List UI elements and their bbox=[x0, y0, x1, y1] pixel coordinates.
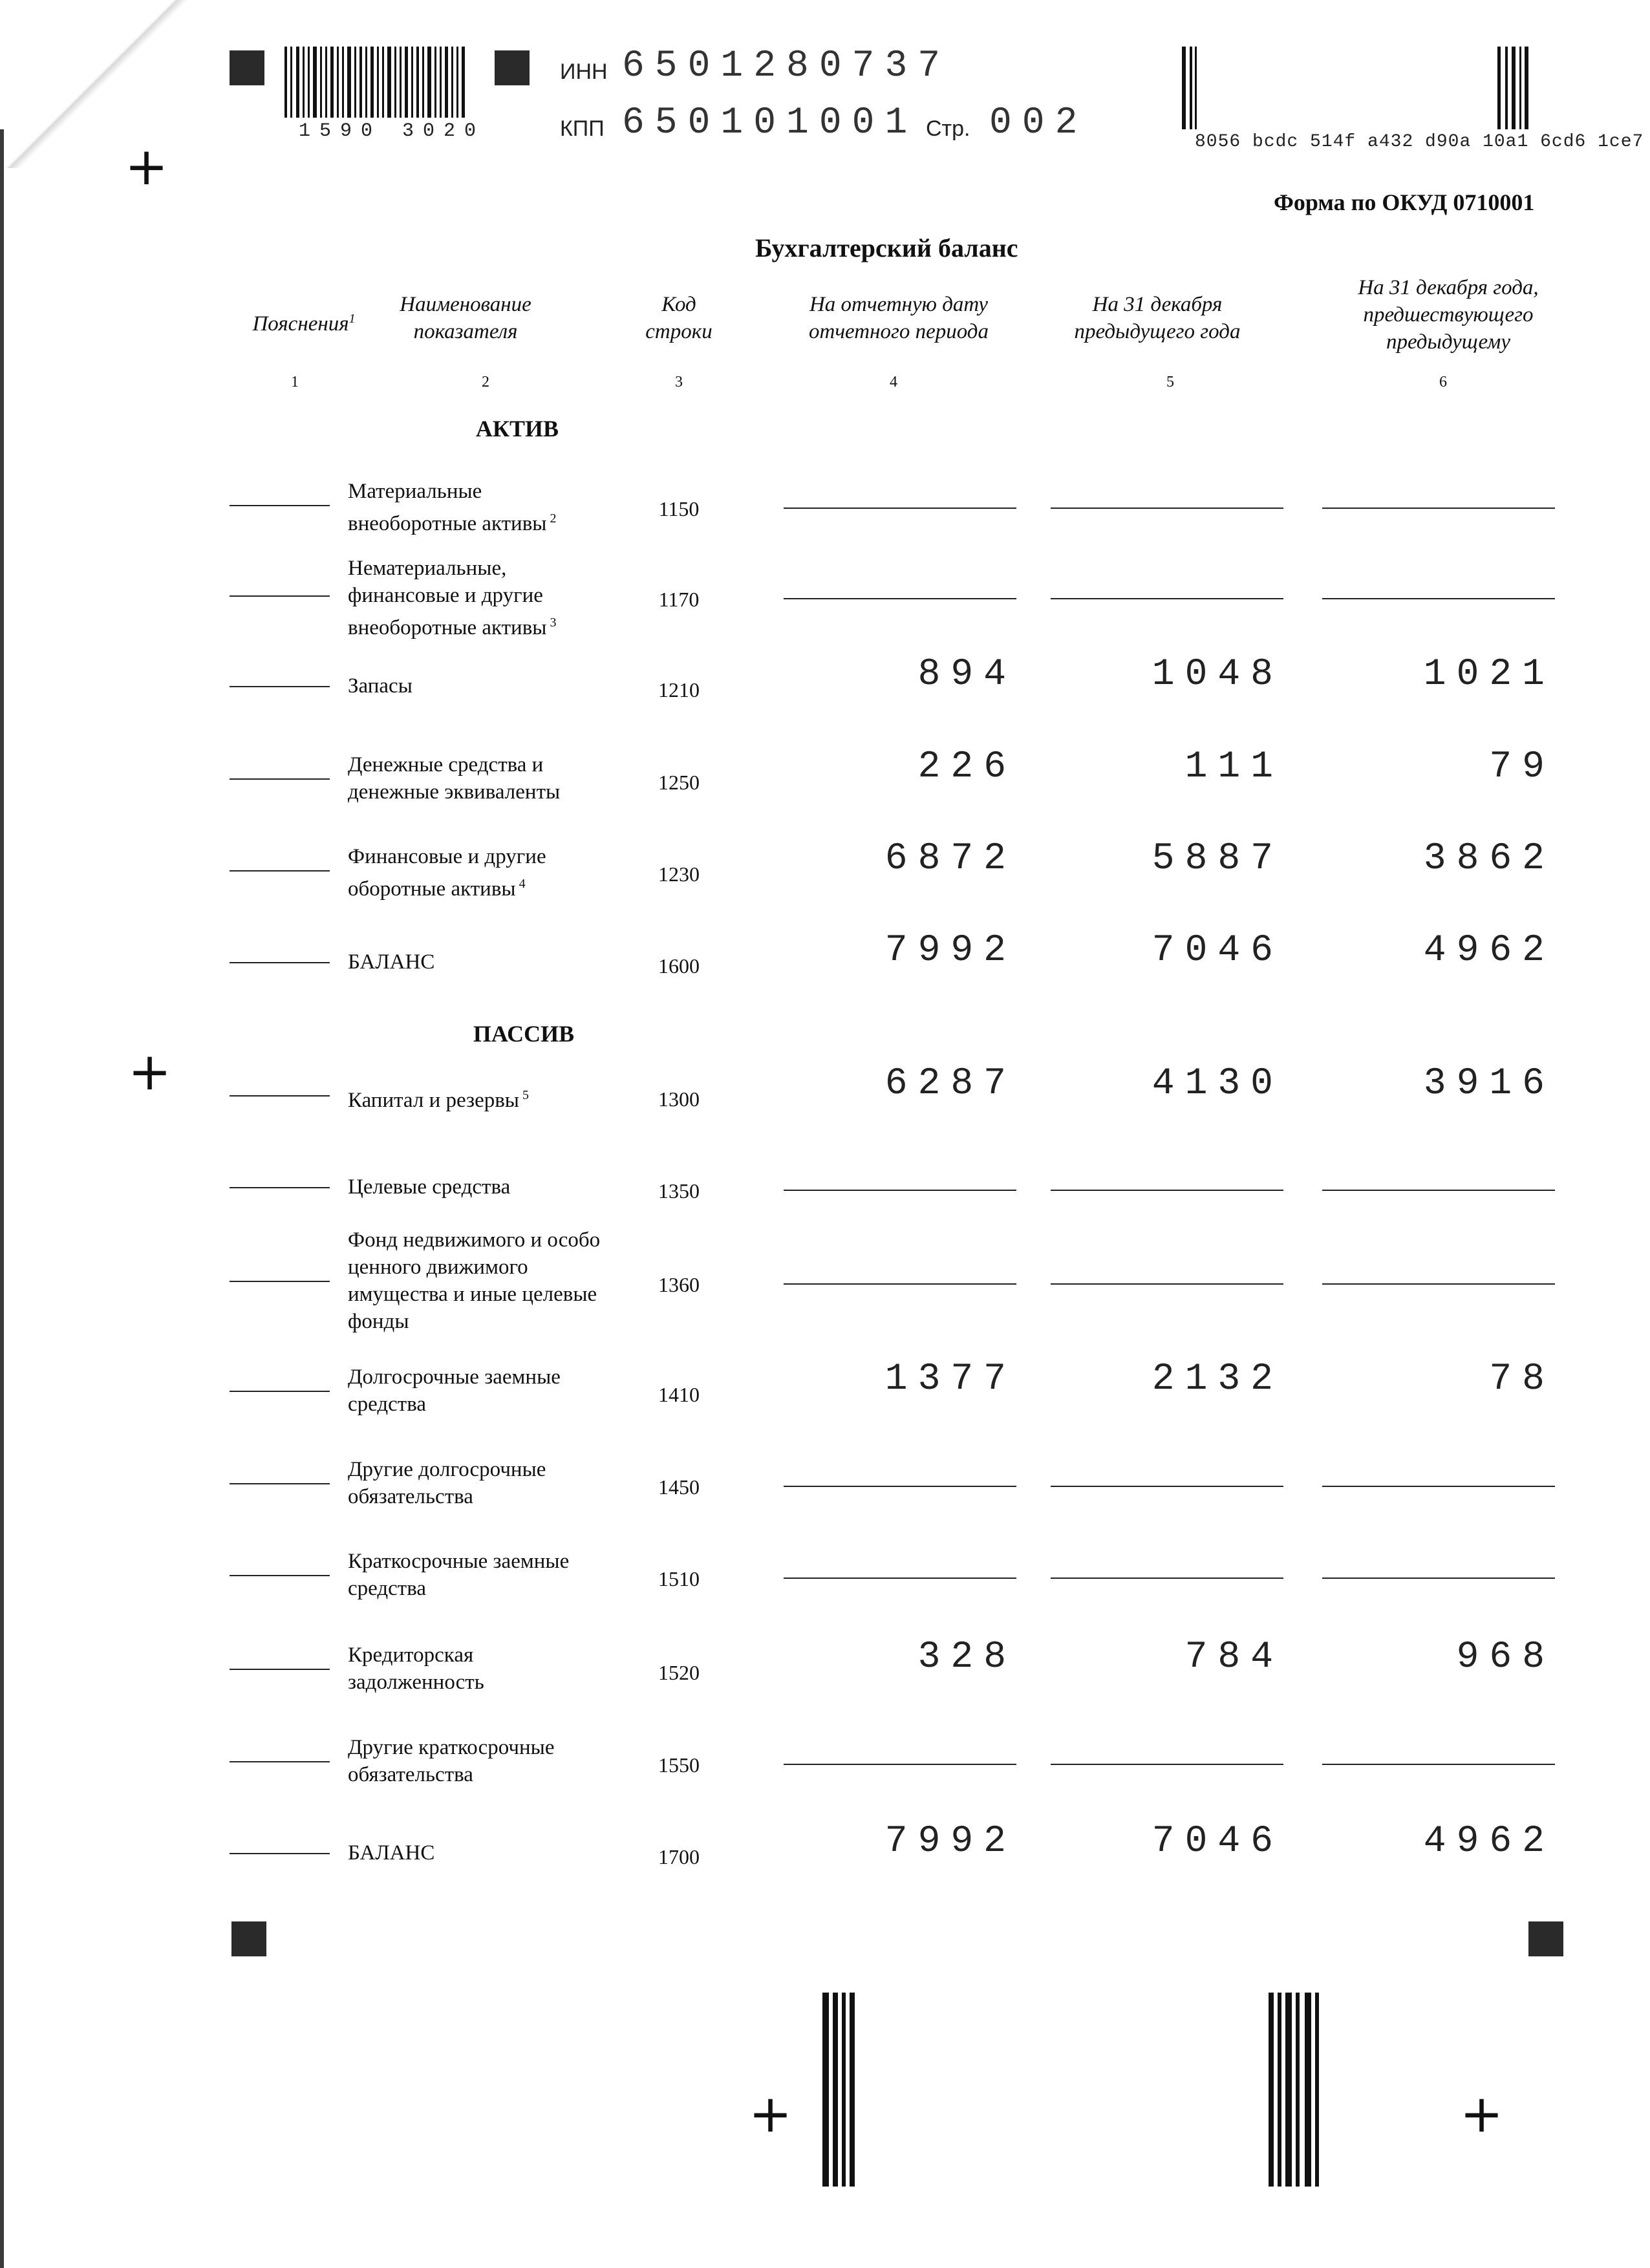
row-label-text: Материальные внеоборотные активы bbox=[348, 480, 547, 535]
empty-value-line bbox=[1322, 1764, 1555, 1765]
code-guard-bar bbox=[1269, 1993, 1274, 2187]
col-number: 4 bbox=[890, 374, 897, 390]
code-guard-bar bbox=[1278, 1993, 1281, 2187]
note-line bbox=[230, 686, 330, 687]
row-label-text: Нематериальные, финансовые и другие внеоборотные активы bbox=[348, 557, 547, 639]
col-header-2: Наименование показателя bbox=[400, 293, 531, 343]
row-label-text: Краткосрочные заемные средства bbox=[348, 1550, 570, 1600]
row-value-v6: 968 bbox=[1456, 1636, 1555, 1678]
col-number: 1 bbox=[291, 374, 299, 390]
section-passiv: ПАССИВ bbox=[473, 1021, 575, 1047]
row-code: 1700 bbox=[658, 1845, 700, 1868]
row-code: 1550 bbox=[658, 1753, 700, 1777]
row-footnote-ref: 4 bbox=[515, 877, 526, 891]
code-guard-bar bbox=[1296, 1993, 1300, 2187]
row-label bbox=[348, 751, 606, 806]
row-value-v4: 1377 bbox=[884, 1358, 1016, 1400]
row-label-text: Запасы bbox=[348, 674, 412, 698]
empty-value-line bbox=[1051, 1764, 1283, 1765]
row-label-text: Долгосрочные заемные средства bbox=[348, 1365, 561, 1416]
col-header-1 bbox=[239, 305, 369, 337]
inn-label: ИНН bbox=[560, 59, 608, 84]
code-guard-bar bbox=[1505, 47, 1508, 129]
note-line bbox=[230, 1483, 330, 1484]
form-okud: Форма по ОКУД 0710001 bbox=[1274, 189, 1535, 215]
note-line bbox=[230, 505, 330, 506]
row-label-text: Финансовые и другие оборотные активы bbox=[348, 845, 546, 901]
row-code: 1360 bbox=[658, 1273, 700, 1296]
row-label-text: Целевые средства bbox=[348, 1175, 511, 1199]
code-guard-bar bbox=[1512, 47, 1516, 129]
code-guard-bar bbox=[1315, 1993, 1319, 2187]
row-value-v4: 6872 bbox=[884, 838, 1016, 880]
row-value-v6: 3916 bbox=[1423, 1063, 1555, 1105]
note-line bbox=[230, 1391, 330, 1392]
page-title: Бухгалтерский баланс bbox=[755, 233, 1018, 262]
row-code: 1520 bbox=[658, 1661, 700, 1684]
crosshair-mark: + bbox=[1460, 2084, 1504, 2144]
row-code: 1230 bbox=[658, 862, 700, 886]
row-label bbox=[348, 1173, 606, 1201]
empty-value-line bbox=[1322, 1283, 1555, 1285]
col-header-6: На 31 декабря года, предшествующего предыдущему bbox=[1358, 276, 1539, 354]
row-code: 1300 bbox=[658, 1087, 700, 1111]
row-value-v4: 894 bbox=[917, 654, 1016, 696]
2d-barcode-graphic bbox=[1182, 47, 1531, 129]
code-guard-bar bbox=[1305, 1993, 1311, 2187]
row-value-v5: 1048 bbox=[1152, 654, 1283, 696]
row-value-v6: 79 bbox=[1489, 746, 1555, 788]
col-header-3: Код строки bbox=[645, 293, 712, 343]
empty-value-line bbox=[1051, 1190, 1283, 1191]
row-label-text: Фонд недвижимого и особо ценного движимого имущества и иные целевые фонды bbox=[348, 1228, 601, 1333]
2d-barcode-bottom bbox=[822, 1993, 1320, 2187]
code-guard-bar bbox=[822, 1993, 829, 2187]
row-label-text: БАЛАНС bbox=[348, 950, 435, 974]
empty-value-line bbox=[784, 598, 1016, 599]
note-line bbox=[230, 1187, 330, 1188]
row-value-v5: 111 bbox=[1184, 746, 1283, 788]
note-line bbox=[230, 595, 330, 597]
row-label bbox=[348, 1839, 606, 1867]
empty-value-line bbox=[784, 1283, 1016, 1285]
code-guard-bar bbox=[833, 1993, 838, 2187]
row-value-v5: 784 bbox=[1184, 1636, 1283, 1678]
barcode-graphic bbox=[284, 47, 469, 118]
note-line bbox=[230, 870, 330, 872]
empty-value-line bbox=[1322, 598, 1555, 599]
row-value-v4: 328 bbox=[917, 1636, 1016, 1678]
col-header-5: На 31 декабря предыдущего года bbox=[1074, 293, 1241, 343]
note-line bbox=[230, 1281, 330, 1282]
note-line bbox=[230, 1095, 330, 1097]
empty-value-line bbox=[1322, 1578, 1555, 1579]
row-label bbox=[348, 1082, 606, 1114]
col-number: 5 bbox=[1166, 374, 1174, 390]
note-line bbox=[230, 1761, 330, 1762]
row-label bbox=[348, 555, 606, 641]
registration-square bbox=[230, 50, 264, 85]
code-guard-bar bbox=[842, 1993, 846, 2187]
row-code: 1170 bbox=[658, 588, 700, 611]
code-guard-bar bbox=[1182, 47, 1186, 129]
empty-value-line bbox=[1051, 508, 1283, 509]
row-code: 1350 bbox=[658, 1179, 700, 1203]
note-line bbox=[230, 1669, 330, 1670]
row-value-v5: 5887 bbox=[1152, 838, 1283, 880]
row-value-v4: 7992 bbox=[884, 1821, 1016, 1863]
row-value-v5: 2132 bbox=[1152, 1358, 1283, 1400]
registration-square bbox=[231, 1921, 266, 1956]
note-line bbox=[230, 778, 330, 780]
row-code: 1150 bbox=[658, 497, 700, 520]
empty-value-line bbox=[1051, 598, 1283, 599]
empty-value-line bbox=[784, 1578, 1016, 1579]
row-code: 1250 bbox=[658, 771, 700, 794]
col-number: 6 bbox=[1439, 374, 1447, 390]
code-guard-bar bbox=[1195, 47, 1197, 129]
row-value-v5: 7046 bbox=[1152, 930, 1283, 972]
empty-value-line bbox=[1322, 1486, 1555, 1487]
row-value-v5: 4130 bbox=[1152, 1063, 1283, 1105]
row-label bbox=[348, 1548, 606, 1602]
inn-value: 6501280737 bbox=[622, 45, 951, 87]
empty-value-line bbox=[1322, 1190, 1555, 1191]
registration-square bbox=[1528, 1921, 1563, 1956]
2d-barcode-top bbox=[1182, 47, 1531, 129]
row-value-v4: 6287 bbox=[884, 1063, 1016, 1105]
empty-value-line bbox=[784, 1190, 1016, 1191]
note-line bbox=[230, 1853, 330, 1854]
row-label-text: Кредиторская задолженность bbox=[348, 1643, 484, 1694]
row-value-v4: 226 bbox=[917, 746, 1016, 788]
row-code: 1510 bbox=[658, 1567, 700, 1590]
row-value-v6: 1021 bbox=[1423, 654, 1555, 696]
col-header-1-text: Пояснения bbox=[252, 312, 349, 336]
crosshair-mark: + bbox=[128, 1042, 172, 1102]
row-label bbox=[348, 672, 606, 700]
code-guard-bar bbox=[1525, 47, 1528, 129]
row-label bbox=[348, 948, 606, 976]
empty-value-line bbox=[784, 1764, 1016, 1765]
row-value-v6: 78 bbox=[1489, 1358, 1555, 1400]
note-line bbox=[230, 962, 330, 963]
code-guard-bar bbox=[1190, 47, 1192, 129]
code-guard-bar bbox=[850, 1993, 855, 2187]
code-guard-bar bbox=[1519, 47, 1521, 129]
barcode-number: 1590 3020 bbox=[299, 120, 486, 142]
empty-value-line bbox=[1051, 1578, 1283, 1579]
row-label bbox=[348, 1734, 606, 1788]
row-footnote-ref: 5 bbox=[519, 1088, 529, 1102]
col-number: 3 bbox=[675, 374, 683, 390]
col-header-4: На отчетную дату отчетного периода bbox=[808, 293, 989, 343]
empty-value-line bbox=[784, 508, 1016, 509]
row-value-v5: 7046 bbox=[1152, 1821, 1283, 1863]
row-label bbox=[348, 1456, 606, 1510]
row-label bbox=[348, 1364, 606, 1418]
empty-value-line bbox=[784, 1486, 1016, 1487]
note-line bbox=[230, 1575, 330, 1576]
row-value-v6: 3862 bbox=[1423, 838, 1555, 880]
scan-edge bbox=[0, 129, 4, 2268]
row-code: 1410 bbox=[658, 1383, 700, 1406]
kpp-value: 650101001 bbox=[622, 102, 918, 144]
page-value: 002 bbox=[989, 102, 1088, 144]
row-value-v6: 4962 bbox=[1423, 1821, 1555, 1863]
page-label: Стр. bbox=[926, 116, 970, 141]
empty-value-line bbox=[1051, 1283, 1283, 1285]
row-code: 1600 bbox=[658, 954, 700, 978]
row-code: 1210 bbox=[658, 678, 700, 701]
code-guard-bar bbox=[1497, 47, 1501, 129]
col-number: 2 bbox=[482, 374, 489, 390]
document-hash: 8056 bcdc 514f a432 d90a 10a1 6cd6 1ce7 bbox=[1195, 132, 1644, 152]
2d-barcode-graphic bbox=[822, 1993, 1320, 2187]
row-footnote-ref: 3 bbox=[546, 615, 557, 630]
row-value-v4: 7992 bbox=[884, 930, 1016, 972]
row-label bbox=[348, 1642, 606, 1696]
row-label-text: Другие краткосрочные обязательства bbox=[348, 1736, 555, 1786]
row-label-text: Капитал и резервы bbox=[348, 1089, 519, 1112]
row-code: 1450 bbox=[658, 1475, 700, 1499]
col-header-1-sup: 1 bbox=[348, 312, 356, 326]
empty-value-line bbox=[1322, 508, 1555, 509]
crosshair-mark: + bbox=[749, 2084, 793, 2144]
registration-square bbox=[495, 50, 530, 85]
row-label-text: БАЛАНС bbox=[348, 1841, 435, 1865]
code-guard-bar bbox=[1285, 1993, 1292, 2187]
kpp-label: КПП bbox=[560, 116, 605, 141]
empty-value-line bbox=[1051, 1486, 1283, 1487]
crosshair-mark: + bbox=[125, 136, 169, 197]
row-footnote-ref: 2 bbox=[546, 511, 557, 526]
row-label-text: Денежные средства и денежные эквиваленты bbox=[348, 753, 561, 804]
row-value-v6: 4962 bbox=[1423, 930, 1555, 972]
row-label bbox=[348, 843, 606, 903]
row-label bbox=[348, 1226, 606, 1335]
linear-barcode bbox=[284, 47, 469, 118]
row-label bbox=[348, 478, 606, 537]
row-label-text: Другие долгосрочные обязательства bbox=[348, 1458, 546, 1508]
section-aktiv: АКТИВ bbox=[475, 416, 559, 442]
